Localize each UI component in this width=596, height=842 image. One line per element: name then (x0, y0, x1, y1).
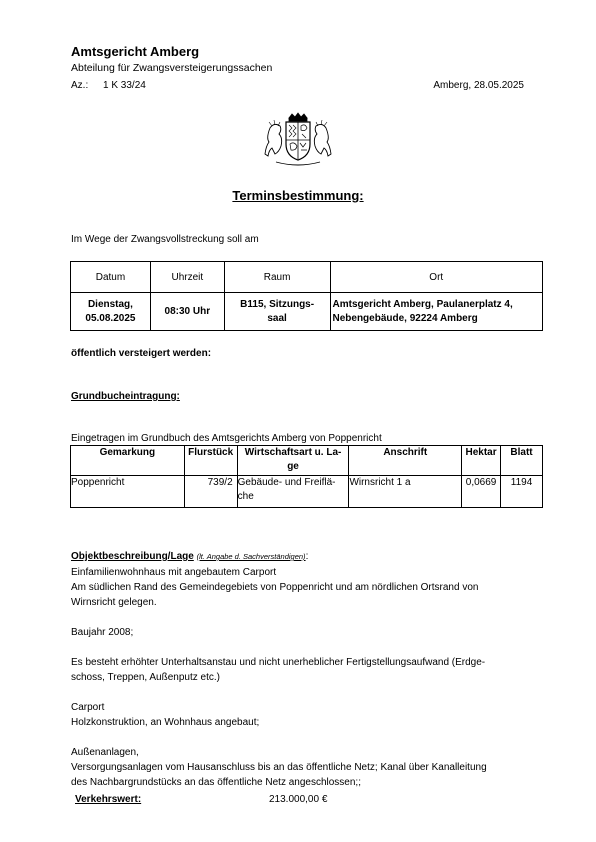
cell-gemarkung: Poppenricht (71, 476, 185, 508)
court-department: Abteilung für Zwangsversteigerungssachen (71, 62, 273, 74)
wirtschaftsart-value-2: che (237, 490, 254, 502)
objekt-line: Außenanlagen, (71, 747, 139, 758)
cell-ort (330, 293, 543, 331)
objekt-heading-note: (lt. Angabe d. Sachverständigen) (196, 552, 306, 561)
objekt-line: Carport (71, 702, 105, 713)
cell-hektar: 0,0669 (462, 476, 501, 508)
objekt-line: Einfamilienwohnhaus mit angebautem Carport (71, 567, 277, 578)
objekt-heading-colon: : (305, 551, 309, 562)
objekt-line: Es besteht erhöhter Unterhaltsanstau und nicht unerheblicher Fertigstellungsaufwand (Erdge- (71, 657, 486, 668)
objekt-line: Baujahr 2008; (71, 627, 134, 638)
auction-statement: öffentlich versteigert werden: (71, 348, 212, 359)
header-gemarkung: Gemarkung (71, 446, 185, 476)
bavarian-coat-of-arms-icon (262, 112, 334, 168)
place-date: Amberg, 28.05.2025 (433, 80, 524, 91)
wirtschaftsart-line-2: ge (287, 460, 299, 472)
objekt-line: des Nachbargrundstücks an das öffentliche Netz angeschlossen;; (71, 777, 361, 788)
cell-wirtschaftsart (237, 476, 349, 508)
termin-table-header (71, 262, 543, 293)
grundbuch-table-header (71, 446, 543, 476)
datum-line-1: Dienstag, (87, 299, 133, 310)
objekt-line: Versorgungsanlagen vom Hausanschluss bis an das öffentliche Netz; Kanal über Kanalleitung (71, 762, 487, 773)
case-number: 1 K 33/24 (103, 80, 146, 91)
ort-line-1: Amtsgericht Amberg, Paulanerplatz 4, (332, 299, 513, 310)
header-anschrift: Anschrift (349, 446, 462, 476)
cell-raum (224, 293, 330, 331)
cell-datum (71, 293, 151, 331)
header-flurstueck: Flurstück (184, 446, 237, 476)
grundbuch-heading: Grundbucheintragung: (71, 391, 180, 402)
ort-line-2: Nebengebäude, 92224 Amberg (332, 312, 478, 324)
datum-line-2: 05.08.2025 (85, 312, 136, 324)
cell-blatt: 1194 (501, 476, 543, 508)
objekt-heading (71, 551, 308, 562)
cell-anschrift: Wirnsricht 1 a (349, 476, 462, 508)
header-ort: Ort (330, 262, 543, 293)
objekt-heading-title: Objektbeschreibung/Lage (71, 551, 194, 562)
cell-flurstueck: 739/2 (184, 476, 237, 508)
raum-line-1: B115, Sitzungs- (240, 299, 315, 310)
objekt-line: Wirnsricht gelegen. (71, 597, 157, 608)
table-row (71, 476, 543, 508)
objekt-line: Holzkonstruktion, an Wohnhaus angebaut; (71, 717, 260, 728)
objekt-line: schoss, Treppen, Außenputz etc.) (71, 672, 220, 683)
objekt-line: Am südlichen Rand des Gemeindegebiets von Poppenricht und am nördlichen Ortsrand von (71, 582, 479, 593)
raum-line-2: saal (267, 312, 287, 324)
wirtschaftsart-line-1: Wirtschaftsart u. La- (244, 447, 342, 458)
grundbuch-intro: Eingetragen im Grundbuch des Amtsgerichts Amberg von Poppenricht (71, 433, 382, 444)
wirtschaftsart-value-1: Gebäude- und Freiflä- (237, 477, 336, 488)
header-wirtschaftsart (237, 446, 349, 476)
verkehrswert-label: Verkehrswert: (75, 794, 142, 805)
header-blatt: Blatt (501, 446, 543, 476)
grundbuch-table (70, 445, 543, 508)
verkehrswert-value: 213.000,00 € (269, 794, 328, 805)
cell-uhrzeit: 08:30 Uhr (150, 293, 224, 331)
header-datum: Datum (71, 262, 151, 293)
termin-table (70, 261, 543, 331)
header-raum: Raum (224, 262, 330, 293)
intro-text: Im Wege der Zwangsvollstreckung soll am (71, 234, 259, 245)
objekt-description (71, 565, 531, 790)
header-hektar: Hektar (462, 446, 501, 476)
court-name: Amtsgericht Amberg (71, 44, 200, 59)
header-uhrzeit: Uhrzeit (150, 262, 224, 293)
document-title: Terminsbestimmung: (232, 188, 364, 203)
case-number-label: Az.: (71, 80, 89, 91)
table-row (71, 293, 543, 331)
